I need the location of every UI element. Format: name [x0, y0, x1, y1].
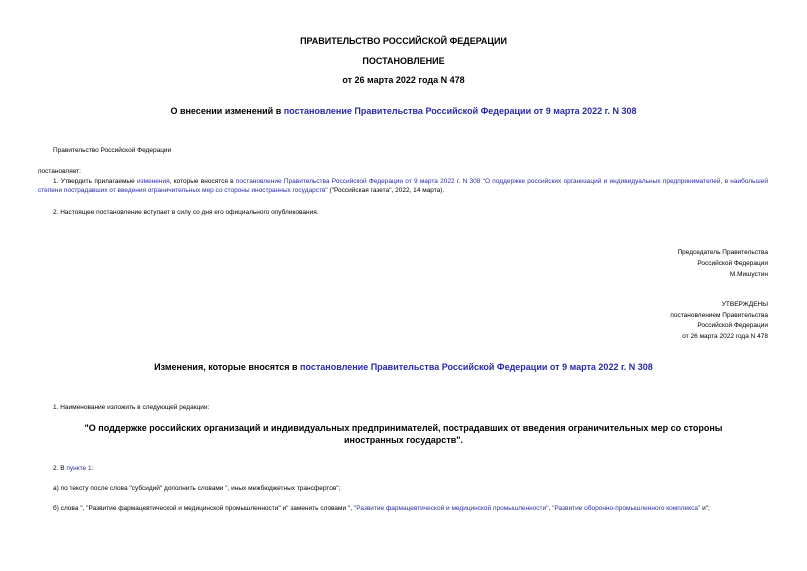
document-title — [0, 106, 807, 116]
item-2b-mid: , — [548, 505, 553, 512]
paragraph-2: 2. Настоящее постановление вступает в силу со дня его официального опубликования. — [53, 209, 319, 216]
changes-link[interactable]: изменения — [136, 178, 170, 185]
item-2b-start: б) слова ", "Развитие фармацевтической и медицинской промышленности" и" заменить словами ", — [53, 505, 354, 512]
document-type: ПОСТАНОВЛЕНИЕ — [362, 56, 445, 66]
signature-name: М.Мишустин — [729, 271, 768, 278]
item-1: 1. Наименование изложить в следующей редакции: — [53, 404, 210, 411]
document-date-number: от 26 марта 2022 года N 478 — [342, 75, 465, 85]
paragraph-1-start: 1. Утвердить прилагаемые — [53, 178, 137, 185]
point-1-link[interactable]: пункте 1 — [66, 465, 92, 472]
item-2 — [53, 464, 93, 473]
pharma-program-link[interactable]: "Развитие фармацевтической и медицинской промышленности" — [353, 505, 549, 512]
item-2-suffix: : — [91, 465, 94, 472]
decree-308-link[interactable]: постановление Правительства Российской Федерации от 9 марта 2022 г. N 308 "О поддержке российских организаций и индивидуальных предпринимателей, в наибольшей степени пострадавших от введения ограничительных мер со стороны иностранных государств" — [38, 178, 768, 194]
changes-title-decree-link[interactable]: постановление Правительства Российской Федерации от 9 марта 2022 г. N 308 — [300, 362, 653, 372]
changes-title-prefix: Изменения, которые вносятся в — [154, 362, 301, 372]
defense-program-link[interactable]: "Развитие оборонно-промышленного комплекса" — [552, 505, 701, 512]
government-name: Правительство Российской Федерации — [53, 147, 172, 154]
changes-title — [0, 362, 807, 372]
paragraph-1-end: ("Российская газета", 2022, 14 марта). — [327, 187, 445, 194]
title-decree-link[interactable]: постановление Правительства Российской Федерации от 9 марта 2022 г. N 308 — [283, 106, 637, 116]
paragraph-1 — [38, 177, 768, 195]
item-2b — [38, 504, 768, 513]
paragraph-1-mid: , которые вносятся в — [169, 178, 236, 185]
approved-org: Российской Федерации — [697, 322, 768, 329]
document-title-prefix: О внесении изменений в — [170, 106, 284, 116]
approved-label: УТВЕРЖДЕНЫ — [721, 301, 768, 308]
new-name-quote: "О поддержке российских организаций и индивидуальных предпринимателей, пострадавших от введения ограничительных мер со стороны иностранных государств". — [84, 423, 723, 445]
item-2a: а) по тексту после слова "субсидий" дополнить словами ", иных межбюджетных трансфертов"; — [53, 485, 341, 492]
government-heading: ПРАВИТЕЛЬСТВО РОССИЙСКОЙ ФЕДЕРАЦИИ — [300, 36, 507, 46]
item-2b-end: и"; — [700, 505, 710, 512]
signature-position: Председатель Правительства — [677, 249, 768, 256]
signature-org: Российской Федерации — [697, 260, 768, 267]
approved-date: от 26 марта 2022 года N 478 — [682, 333, 768, 340]
decrees-word: постановляет: — [38, 168, 81, 175]
item-2-prefix: 2. В — [53, 465, 67, 472]
approved-by: постановлением Правительства — [670, 312, 768, 319]
